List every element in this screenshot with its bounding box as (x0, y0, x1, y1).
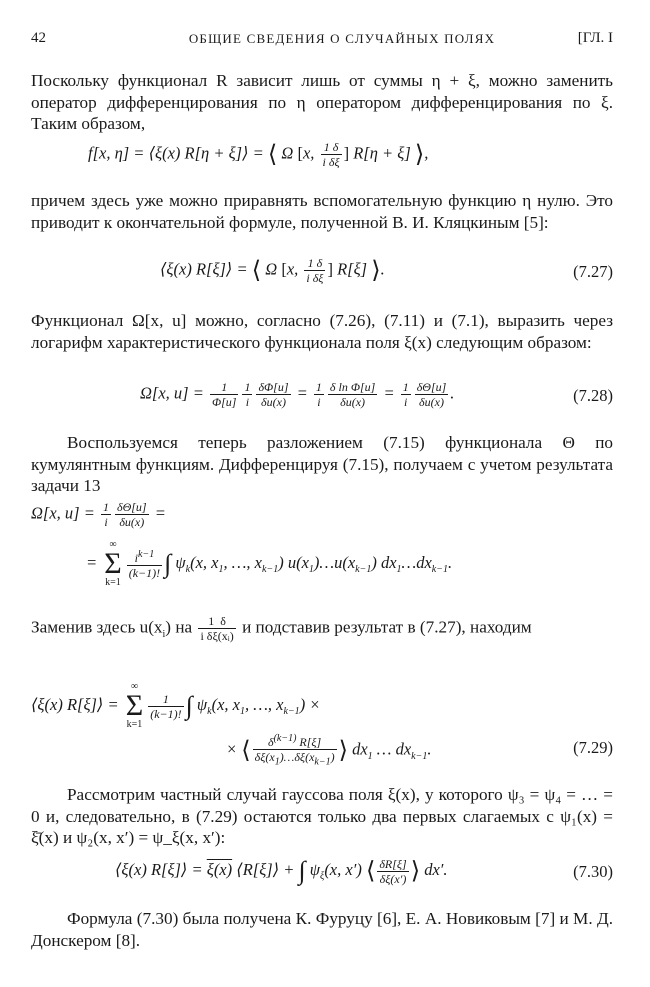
equation-number: (7.29) (573, 738, 613, 757)
running-header (31, 30, 613, 52)
paragraph-6: Рассмотрим частный случай гауссова поля ξ(x), у которого ψ₃ = ψ₄ = … = 0 и, следовательно, в (7.29) остаются только два первых слагаемых с ψ₁(x) = ξ̄(x) и ψ₂(x, x′) = ψ_ξ(x, x′): (31, 785, 613, 847)
paragraph-1: Поскольку функционал R зависит лишь от суммы η + ξ, можно заменить оператор дифференцирования по η оператором дифференцирования по ξ. Таким образом, (31, 71, 613, 133)
equation-7-30: ⟨ξ(x) R[ξ]⟩ = ξ(x) ⟨R[ξ]⟩ + ∫ $\psi_\xi(x$, x′) ⟨ $\frac{\delta R[\xi]}{\delta\xi(x')}$ ⟩ dx′. (115, 856, 448, 886)
equation-7-29-line2: × ⟨ $\frac{\delta^{(k-1)} R[\xi]}{\delta\xi(x_1)\dots\delta\xi(x_{k-1})}$ ⟩ $dx_1$ … $dx_{k-1}$. (226, 733, 432, 768)
equation-omega-line1: Ω[x, u] = $\frac{1}{i}$ $\frac{\delta\Theta[u]}{\delta u(x)}$ = (31, 500, 166, 529)
equation-7-28: Ω[x, u] = $\frac{1}{\Phi[u]}$ $\frac{1}{i}$ $\frac{\delta\Phi[u]}{\delta u(x)}$ = $\frac{1}{i}$ $\frac{\text{δ ln Φ[u]}}{\delta u(x)}$ = $\frac{1}{i}$ $\frac{\delta\Theta[u]}{\delta u(x)}$ . (140, 380, 455, 409)
chapter-marker: [ГЛ. I (577, 30, 613, 46)
inline-fraction: $\frac{1 \delta}{\text{i δξ(xᵢ)}}$ (200, 614, 234, 643)
equation-omega-line2: = ∞ Σ k=1 $\frac{i^{k-1}}{(k-1)!}$ ∫ $\psi_k(x$, $x_1$, …, $x_{k-1}$) $u(x_1)\dots u(x_{k-1})$ $dx_1\dots dx_{k-1}$. (86, 539, 453, 588)
equation-number: (7.28) (573, 386, 613, 405)
equation-unnumbered: f[x, η] = ⟨ξ(x) R[η + ξ]⟩ = ⟨ Ω [x, $\frac{1 \delta}{\text{i δξ}}$ ] R[η + ξ] ⟩, (88, 140, 429, 169)
running-title: ОБЩИЕ СВЕДЕНИЯ О СЛУЧАЙНЫХ ПОЛЯХ (188, 31, 496, 46)
equation-7-27: ⟨ξ(x) R[ξ]⟩ = ⟨ Ω [x, $\frac{1 \delta}{\text{i δξ}}$ ] R[ξ] ⟩. (160, 256, 385, 285)
paragraph-7: Формула (7.30) была получена К. Фуруцу [6], Е. А. Новиковым [7] и М. Д. Донскером [8]. (31, 909, 613, 950)
equation-7-29-line1: ⟨ξ(x) R[ξ]⟩ = ∞ Σ k=1 $\frac{1}{(k-1)!}$ ∫ $\psi_k(x$, $x_1$, …, $x_{k-1}$) × (31, 681, 321, 730)
equation-number: (7.27) (573, 262, 613, 281)
paragraph-5: Заменив здесь $u(x_i)$ на $\frac{1 \delta}{\text{i δξ(xᵢ)}}$ и подставив результат в (7.27), находим (31, 614, 532, 643)
paragraph-4: Воспользуемся теперь разложением (7.15) функционала Θ по кумулянтным функциям. Дифференцируя (7.15), получаем с учетом результата задачи 13 (31, 433, 613, 495)
page-number: 42 (31, 30, 46, 46)
equation-number: (7.30) (573, 862, 613, 881)
paragraph-3: Функционал Ω[x, u] можно, согласно (7.26), (7.11) и (7.1), выразить через логарифм характеристического функционала поля ξ(x) следующим образом: (31, 311, 613, 352)
paragraph-2: причем здесь уже можно приравнять вспомогательную функцию η нулю. Это приводит к окончательной формуле, полученной В. И. Кляцкиным [5]: (31, 191, 613, 232)
